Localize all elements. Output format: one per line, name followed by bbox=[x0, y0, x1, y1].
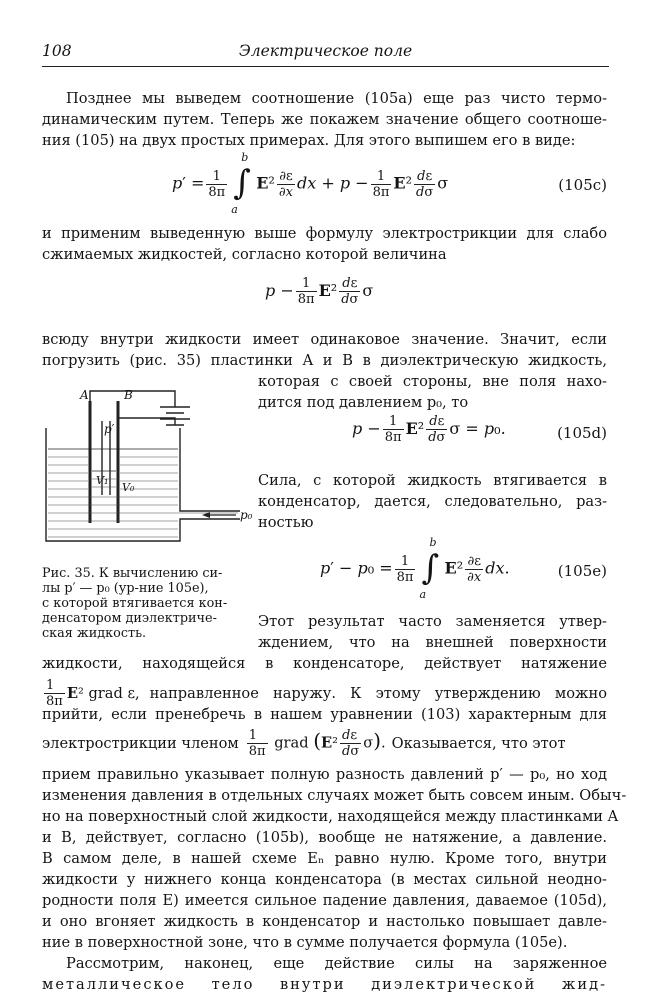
page-header bbox=[42, 42, 609, 67]
text-line: и B, действует, согласно (105b), вообще не натяжение, а давление. bbox=[42, 829, 607, 846]
text-line: металлическое тело внутри диэлектрической жид- bbox=[42, 976, 607, 993]
text-line: В самом деле, в нашей схеме Eₙ равно нулю. Кроме того, внутри bbox=[42, 850, 607, 867]
text-line: конденсатор, дается, следовательно, раз- bbox=[258, 493, 607, 510]
vessel-wall bbox=[46, 428, 240, 541]
equation-quantity: p − $\frac{1}{8\pi}$ E² $\frac{d\varepsilon}{d\sigma}$ σ bbox=[265, 276, 374, 307]
label-a: A bbox=[80, 388, 89, 402]
equation-label: (105e) bbox=[557, 562, 607, 580]
text-line: динамическим путем. Теперь же покажем значение общего соотноше- bbox=[42, 111, 607, 128]
text-line: Позднее мы выведем соотношение (105а) еще раз чисто термо- bbox=[66, 90, 607, 107]
text-line: жидкости, находящейся в конденсаторе, действует натяжение bbox=[42, 655, 607, 672]
text-line: жидкости у нижнего конца конденсатора (в местах сильной неодно- bbox=[42, 871, 607, 888]
label-v0: V₀ bbox=[122, 481, 135, 494]
text-line: Этот результат часто заменяется утвер- bbox=[258, 613, 607, 630]
label-p0: p₀ bbox=[240, 508, 253, 522]
text-line: изменения давления в отдельных случаях может быть совсем иным. Обыч- bbox=[42, 787, 627, 804]
text-line: ния (105) на двух простых примерах. Для этого выпишем его в виде: bbox=[42, 132, 576, 149]
label-b: B bbox=[124, 388, 133, 402]
text-line: всюду внутри жидкости имеет одинаковое значение. Значит, если bbox=[42, 331, 607, 348]
text-line: и оно вгоняет жидкость в конденсатор и настолько повышает давле- bbox=[42, 913, 607, 930]
text-line: прийти, если пренебречь в нашем уравнении (103) характерным для bbox=[42, 706, 607, 723]
text-line: Сила, с которой жидкость втягивается в bbox=[258, 472, 607, 489]
text-line: которая с своей стороны, вне поля нахо- bbox=[258, 373, 607, 390]
text-line: ностью bbox=[258, 514, 314, 531]
figure-caption: Рис. 35. К вычислению си- лы p′ — p₀ (ур-ние 105е), с которой втягивается кон- денсатором диэлектриче- ская жидкость. bbox=[42, 566, 228, 641]
text-line: погрузить (рис. 35) пластинки A и B в диэлектрическую жидкость, bbox=[42, 352, 607, 369]
capacitor-figure bbox=[40, 383, 255, 563]
vessel-wall bbox=[180, 428, 240, 511]
label-v1: V₁ bbox=[96, 474, 109, 487]
text-line: родности поля E) имеется сильное падение давления, даваемое (105d), bbox=[42, 892, 607, 909]
equation-label: (105c) bbox=[558, 176, 607, 194]
text-line-grad: 1 8π E² grad ε, направленное наружу. К этому утверждению можно bbox=[46, 678, 607, 709]
text-line: сжимаемых жидкостей, согласно которой величина bbox=[42, 246, 447, 263]
running-title: Электрическое поле bbox=[238, 42, 413, 60]
text-line: и применим выведенную выше формулу электрострикции для слабо bbox=[42, 225, 607, 242]
text-line: дится под давлением p₀, то bbox=[258, 394, 469, 411]
text-line: ждением, что на внешней поверхности bbox=[258, 634, 607, 651]
text-line-term: электрострикции членом $\frac{1}{8\pi}$ grad (E² $\frac{d\varepsilon}{d\sigma}$ σ). Оказывается, что этот bbox=[42, 728, 566, 759]
text-line: но на поверхностный слой жидкости, находящейся между пластинками A bbox=[42, 808, 619, 825]
text-line: прием правильно указывает полную разность давлений p′ — p₀, но ход bbox=[42, 766, 607, 783]
equation-105e: p′ − p₀ = $\frac{1}{8\pi}$ b ∫ a E² $\frac{\partial\varepsilon}{\partial x}$ dx. bbox=[320, 536, 510, 601]
label-p-prime: p′ bbox=[104, 422, 115, 436]
page-number: 108 bbox=[42, 42, 72, 60]
text-line: ние в поверхностной зоне, что в сумме получается формула (105e). bbox=[42, 934, 568, 951]
figure-wire bbox=[118, 418, 175, 438]
equation-105d: p − $\frac{1}{8\pi}$ E² $\frac{d\varepsilon}{d\sigma}$ σ = p₀. bbox=[352, 414, 506, 445]
text-line: Рассмотрим, наконец, еще действие силы на заряженное bbox=[66, 955, 607, 972]
equation-label: (105d) bbox=[557, 424, 607, 442]
equation-105c: p′ = $\frac{1}{8\pi}$ b ∫ a E² $\frac{\partial\varepsilon}{\partial x}$ dx + p − $\frac{1}{8\pi}$ E² $\frac{d\varepsilon}{d\sigma}$ σ bbox=[172, 151, 449, 216]
